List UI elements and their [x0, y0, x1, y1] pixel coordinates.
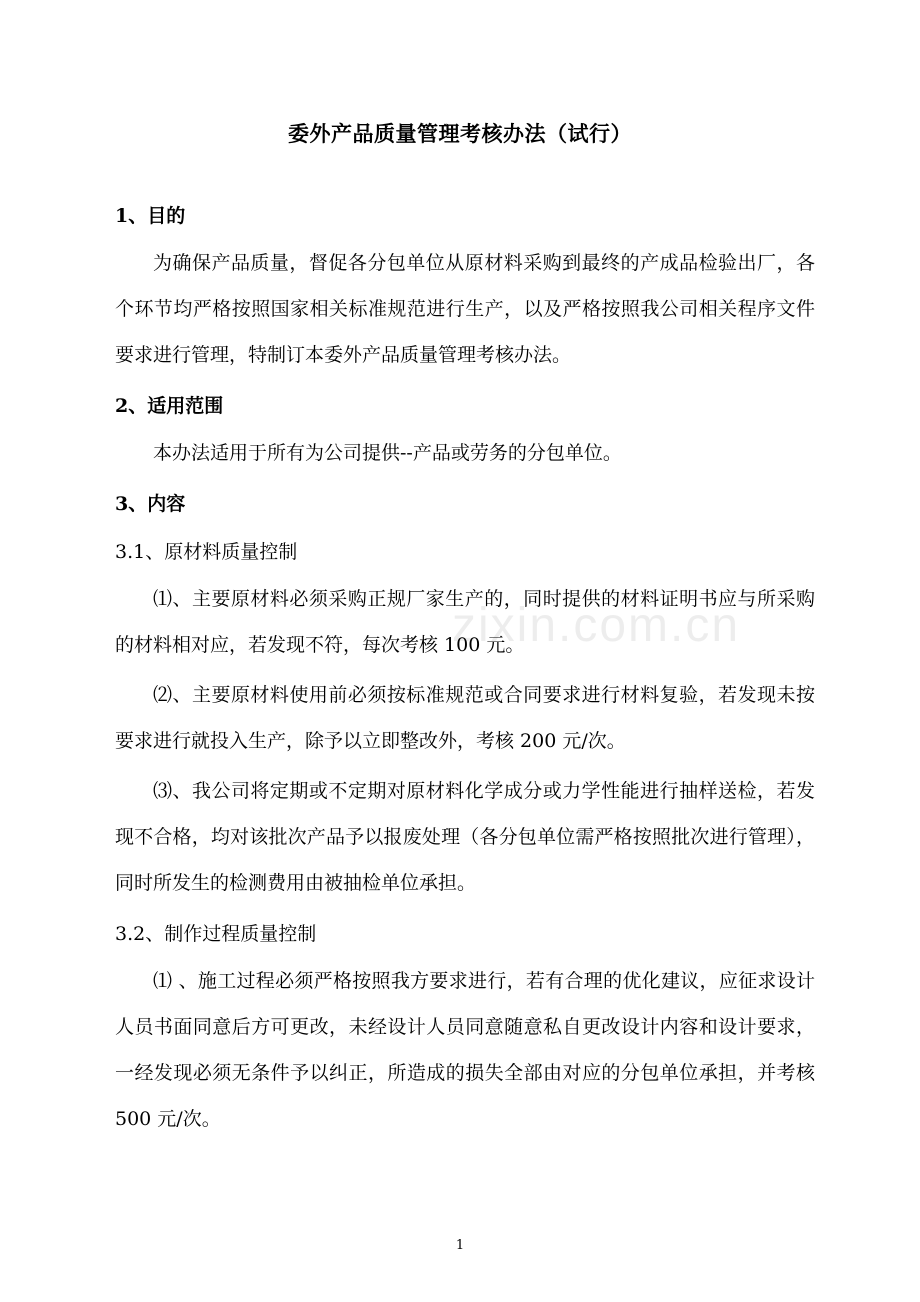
section-paragraph-purpose: 为确保产品质量，督促各分包单位从原材料采购到最终的产成品检验出厂，各个环节均严格按照国家相关标准规范进行生产，以及严格按照我公司相关程序文件要求进行管理，特制订本委外产品质量管理考核办法。 [115, 252, 815, 366]
section-heading-purpose: 1、目的 [115, 205, 186, 227]
document-body [115, 192, 815, 1146]
section-heading-content: 3、内容 [115, 493, 186, 515]
raw-material-item-1: ⑴、主要原材料必须采购正规厂家生产的，同时提供的材料证明书应与所采购的材料相对应，若发现不符，每次考核 100 元。 [115, 588, 815, 656]
raw-material-item-2: ⑵、主要原材料使用前必须按标准规范或合同要求进行材料复验，若发现未按要求进行就投入生产，除予以立即整改外，考核 200 元/次。 [115, 684, 815, 752]
section-paragraph-scope: 本办法适用于所有为公司提供--产品或劳务的分包单位。 [153, 442, 622, 464]
production-item-1: ⑴ 、施工过程必须严格按照我方要求进行，若有合理的优化建议，应征求设计人员书面同意后方可更改，未经设计人员同意随意私自更改设计内容和设计要求，一经发现必须无条件予以纠正，所造成的损失全部由对应的分包单位承担，并考核 500 元/次。 [115, 970, 815, 1130]
watermark: zixin.com.cn [452, 599, 741, 652]
page-number: 1 [455, 1238, 465, 1253]
subsection-heading-production: 3.2、制作过程质量控制 [115, 923, 317, 945]
subsection-heading-raw-material: 3.1、原材料质量控制 [115, 541, 298, 563]
document-title: 委外产品质量管理考核办法（试行） [288, 121, 632, 146]
raw-material-item-3: ⑶、我公司将定期或不定期对原材料化学成分或力学性能进行抽样送检，若发现不合格，均对该批次产品予以报废处理（各分包单位需严格按照批次进行管理），同时所发生的检测费用由被抽检单位承担。 [115, 780, 815, 894]
section-heading-scope: 2、适用范围 [115, 395, 224, 417]
